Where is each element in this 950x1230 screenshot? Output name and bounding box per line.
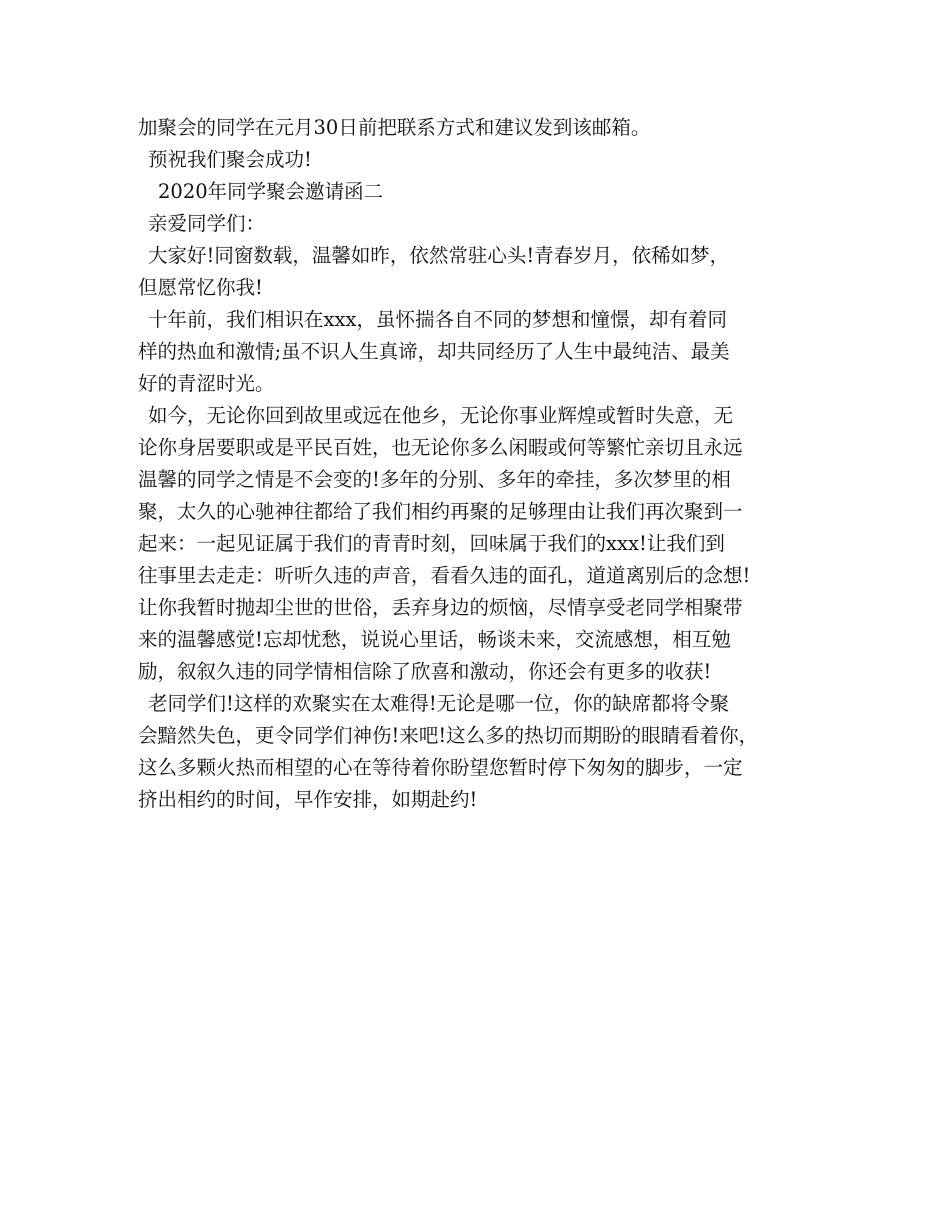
paragraph-line: 会黯然失色，更令同学们神伤!来吧!这么多的热切而期盼的眼睛看着你，	[138, 724, 759, 747]
paragraph-line: 往事里去走走：听听久违的声音，看看久违的面孔，道道离别后的念想!	[138, 564, 751, 587]
paragraph-line: 论你身居要职或是平民百姓，也无论你多么闲暇或何等繁忙亲切且永远	[138, 436, 743, 459]
paragraph-line: 但愿常忆你我!	[138, 276, 263, 299]
paragraph-line: 这么多颗火热而相望的心在等待着你盼望您暂时停下匆匆的脚步，一定	[138, 756, 743, 779]
paragraph-line: 聚，太久的心驰神往都给了我们相约再聚的足够理由让我们再次聚到一	[138, 500, 743, 523]
paragraph-line: 温馨的同学之情是不会变的!多年的分别、多年的牵挂，多次梦里的相	[138, 468, 731, 491]
paragraph-line: 预祝我们聚会成功!	[148, 148, 312, 171]
paragraph-line: 让你我暂时抛却尘世的世俗，丢弃身边的烦恼，尽情享受老同学相聚带	[138, 596, 743, 619]
document-body	[138, 112, 828, 816]
paragraph-line: 励，叙叙久违的同学情相信除了欣喜和激动，你还会有更多的收获!	[138, 660, 712, 683]
section-heading: 2020年同学聚会邀请函二	[158, 180, 384, 203]
paragraph-line: 来的温馨感觉!忘却忧愁，说说心里话，畅谈未来，交流感想，相互勉	[138, 628, 731, 651]
paragraph-line: 大家好!同窗数载，温馨如昨，依然常驻心头!青春岁月，依稀如梦，	[148, 244, 730, 267]
salutation: 亲爱同学们：	[148, 212, 266, 235]
paragraph-line: 起来：一起见证属于我们的青青时刻，回味属于我们的xxx!让我们到	[138, 532, 725, 555]
paragraph-line: 样的热血和激情;虽不识人生真谛，却共同经历了人生中最纯洁、最美	[138, 340, 730, 363]
paragraph-line: 十年前，我们相识在xxx，虽怀揣各自不同的梦想和憧憬，却有着同	[148, 308, 727, 331]
paragraph-line: 好的青涩时光。	[138, 372, 275, 395]
paragraph-line: 老同学们!这样的欢聚实在太难得!无论是哪一位，你的缺席都将令聚	[148, 692, 730, 715]
paragraph-line: 如今，无论你回到故里或远在他乡，无论你事业辉煌或暂时失意，无	[148, 404, 734, 427]
paragraph-line: 挤出相约的时间，早作安排，如期赴约!	[138, 788, 478, 811]
paragraph-line: 加聚会的同学在元月30日前把联系方式和建议发到该邮箱。	[138, 116, 651, 139]
